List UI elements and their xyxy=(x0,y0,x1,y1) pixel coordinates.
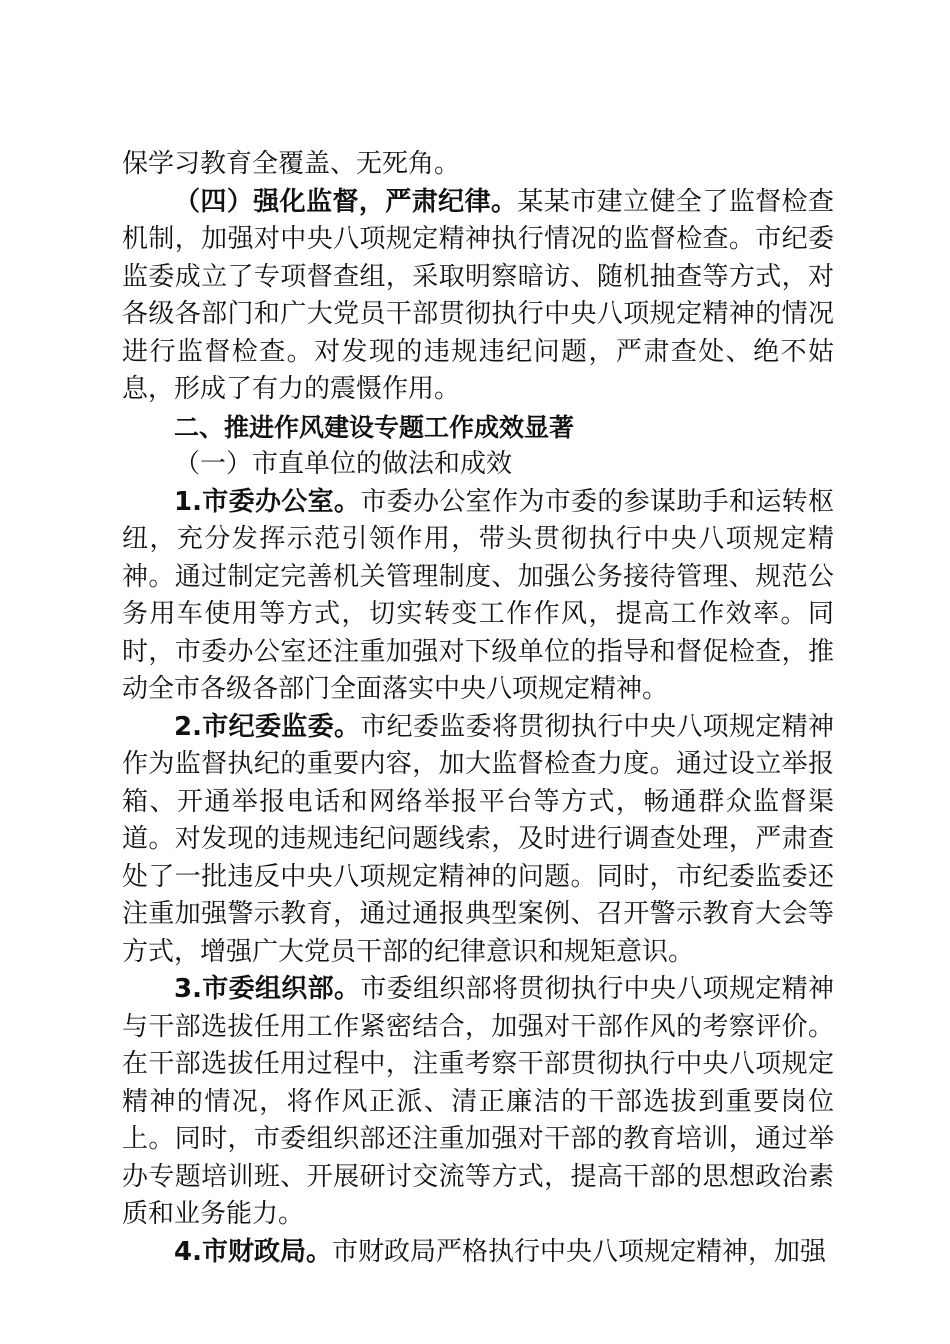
paragraph-lead: 2.市纪委监委。 xyxy=(174,711,361,742)
paragraph-lead: （四）强化监督，严肃纪律。 xyxy=(174,186,518,217)
paragraph-item-3 xyxy=(122,971,834,1234)
document-body xyxy=(122,146,834,1271)
paragraph-text: 市纪委监委将贯彻执行中央八项规定精神作为监督执纪的重要内容，加大监督检查力度。通过设立举报箱、开通举报电话和网络举报平台等方式，畅通群众监督渠道。对发现的违规违纪问题线索，及时进行调查处理，严肃查处了一批违反中央八项规定精神的问题。同时，市纪委监委还注重加强警示教育，通过通报典型案例、召开警示教育大会等方式，增强广大党员干部的纪律意识和规矩意识。 xyxy=(122,711,834,967)
paragraph-item-1 xyxy=(122,484,834,709)
paragraph-text: 市财政局严格执行中央八项规定精神，加强 xyxy=(331,1236,826,1267)
paragraph-item-4 xyxy=(122,1234,834,1272)
subsection-heading: （一）市直单位的做法和成效 xyxy=(174,449,513,479)
paragraph-supervision xyxy=(122,184,834,409)
paragraph-lead: 4.市财政局。 xyxy=(174,1236,332,1267)
section-heading: 二、推进作风建设专题工作成效显著 xyxy=(174,412,575,442)
paragraph-item-2 xyxy=(122,709,834,972)
paragraph-text: 某某市建立健全了监督检查机制，加强对中央八项规定精神执行情况的监督检查。市纪委监委成立了专项督查组，采取明察暗访、随机抽查等方式，对各级各部门和广大党员干部贯彻执行中央八项规定精神的情况进行监督检查。对发现的违规违纪问题，严肃查处、绝不姑息，形成了有力的震慑作用。 xyxy=(122,186,834,404)
paragraph-text: 市委组织部将贯彻执行中央八项规定精神与干部选拔任用工作紧密结合，加强对干部作风的考察评价。在干部选拔任用过程中，注重考察干部贯彻执行中央八项规定精神的情况，将作风正派、清正廉洁的干部选拔到重要岗位上。同时，市委组织部还注重加强对干部的教育培训，通过举办专题培训班、开展研讨交流等方式，提高干部的思想政治素质和业务能力。 xyxy=(122,974,834,1229)
paragraph-lead: 1.市委办公室。 xyxy=(174,486,361,517)
paragraph-text: 市委办公室作为市委的参谋助手和运转枢纽，充分发挥示范引领作用，带头贯彻执行中央八项规定精神。通过制定完善机关管理制度、加强公务接待管理、规范公务用车使用等方式，切实转变工作作风，提高工作效率。同时，市委办公室还注重加强对下级单位的指导和督促检查，推动全市各级各部门全面落实中央八项规定精神。 xyxy=(122,486,834,704)
paragraph-lead: 3.市委组织部。 xyxy=(174,974,361,1004)
paragraph-continuation: 保学习教育全覆盖、无死角。 xyxy=(122,149,461,179)
